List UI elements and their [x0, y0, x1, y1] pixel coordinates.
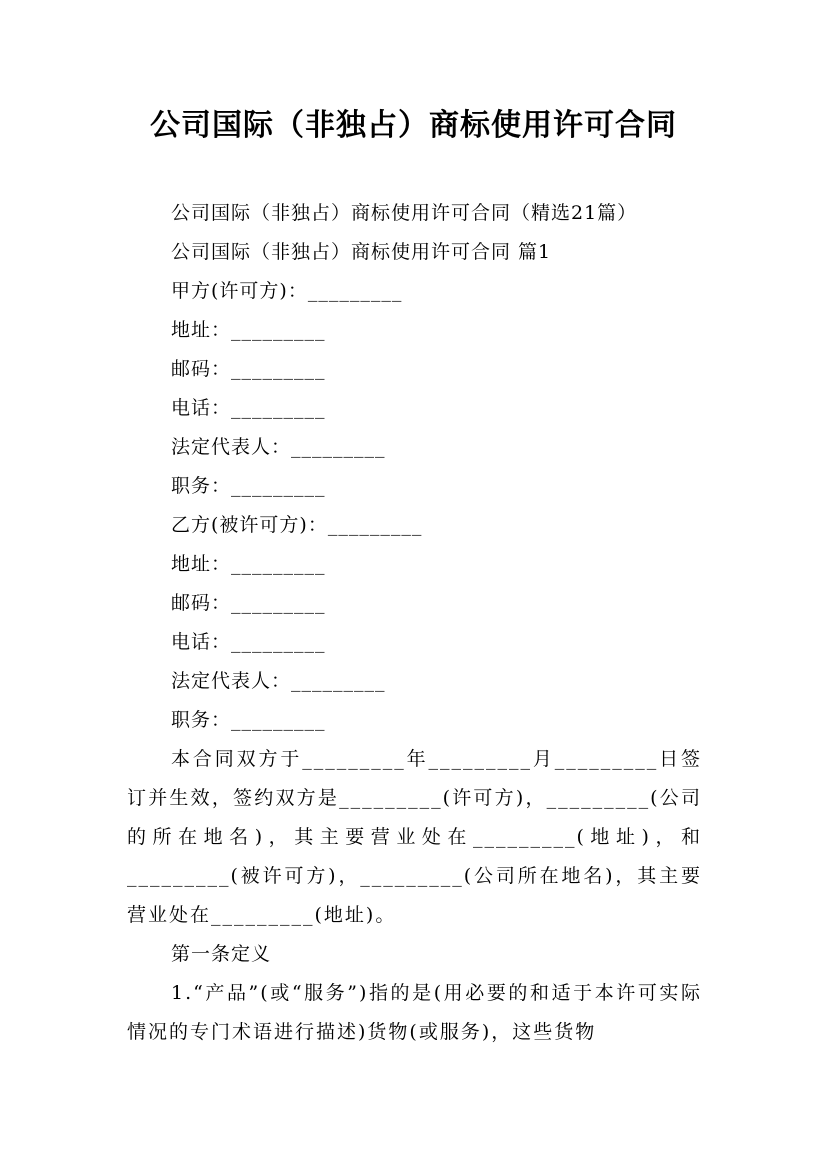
licensee-line: 乙方(被许可方)：_________ — [171, 514, 423, 536]
licensor-representative-line: 法定代表人：_________ — [171, 436, 386, 458]
licensor-phone-line: 电话：_________ — [171, 397, 326, 419]
licensee-postcode-line: 邮码：_________ — [171, 592, 326, 614]
licensor-position-line: 职务：_________ — [171, 475, 326, 497]
definition-paragraph: 1.“产品”(或“服务”)指的是(用必要的和适于本许可实际情况的专门术语进行描述)货物(或服务)，这些货物 — [127, 982, 702, 1043]
document-body — [127, 194, 702, 1052]
licensor-address-line: 地址：_________ — [171, 319, 326, 341]
licensee-phone-line: 电话：_________ — [171, 631, 326, 653]
section-heading: 第一条定义 — [171, 943, 272, 965]
text-line: 公司国际（非独占）商标使用许可合同（精选21篇） — [171, 202, 638, 224]
contract-intro-paragraph: 本合同双方于_________年_________月_________日签订并生效，签约双方是_________(许可方)，_________(公司的所在地名)，其主要营业处在_________(地址)，和_________(被许可方)，_________(公司所在地名)，其主要营业处在_________(地址)。 — [127, 748, 702, 926]
licensee-address-line: 地址：_________ — [171, 553, 326, 575]
licensee-representative-line: 法定代表人：_________ — [171, 670, 386, 692]
licensor-postcode-line: 邮码：_________ — [171, 358, 326, 380]
document-title: 公司国际（非独占）商标使用许可合同 — [150, 108, 677, 143]
licensee-position-line: 职务：_________ — [171, 709, 326, 731]
licensor-line: 甲方(许可方)：_________ — [171, 280, 403, 302]
text-line: 公司国际（非独占）商标使用许可合同 篇1 — [171, 241, 552, 263]
